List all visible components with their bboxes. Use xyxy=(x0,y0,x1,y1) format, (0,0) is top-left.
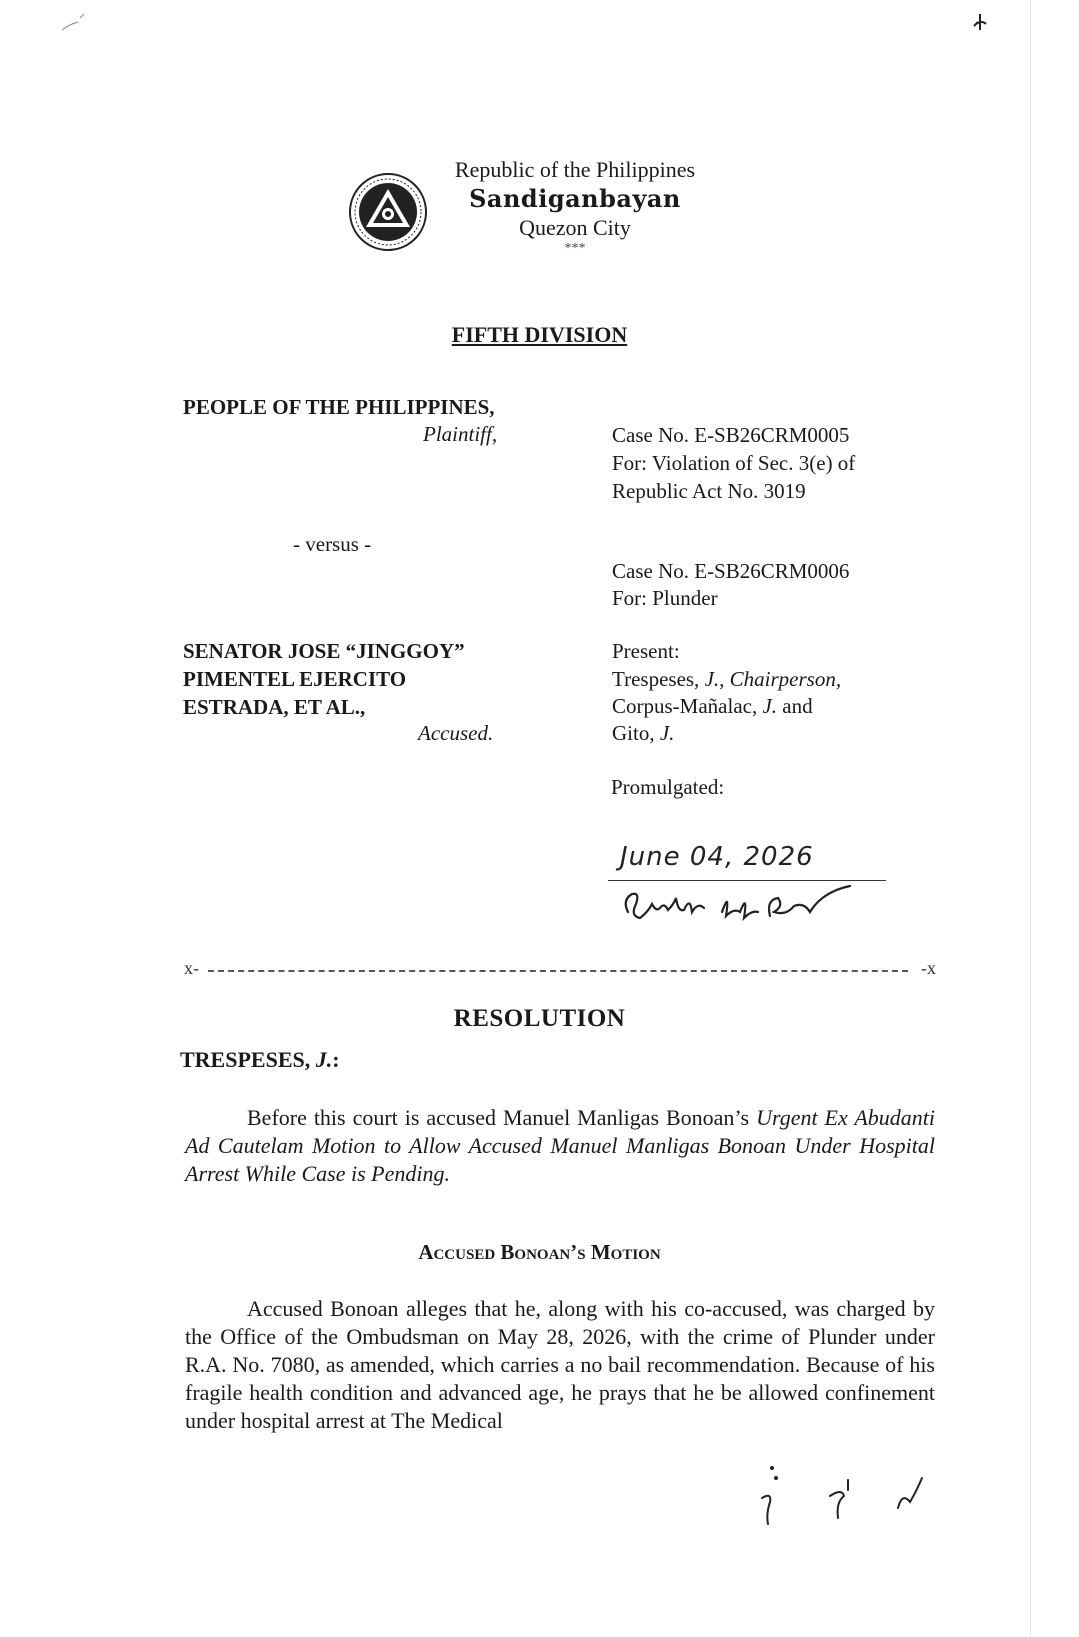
division-title: FIFTH DIVISION xyxy=(451,322,628,347)
page-edge-line xyxy=(1030,0,1031,1637)
bottom-initials xyxy=(752,1462,932,1532)
section-heading: Accused Bonoan’s Motion xyxy=(418,1240,661,1264)
ponente-colon: : xyxy=(332,1047,340,1072)
present-label: Present: xyxy=(612,639,680,663)
header-text-block xyxy=(430,156,720,256)
ponente-name: TRESPESES, xyxy=(180,1047,316,1072)
plaintiff-name: PEOPLE OF THE PHILIPPINES, xyxy=(183,395,495,419)
justice-title: J. xyxy=(704,667,720,691)
handwritten-signature xyxy=(618,882,868,928)
resolution-title: RESOLUTION xyxy=(453,1005,626,1032)
justice-name: Trespeses, xyxy=(612,667,705,691)
present-line1 xyxy=(612,665,841,693)
divider-left-x: x- xyxy=(184,958,199,978)
case2-number: Case No. E-SB26CRM0006 xyxy=(612,559,850,583)
justice-name: Gito, xyxy=(612,721,660,745)
divider-right-x: -x xyxy=(921,958,936,978)
motion-paragraph xyxy=(185,1295,935,1435)
signature-line xyxy=(608,880,886,881)
republic-line: Republic of the Philippines xyxy=(454,157,696,182)
accused-role: Accused. xyxy=(418,721,494,745)
dashed-line xyxy=(208,970,908,972)
court-seal-icon xyxy=(348,172,428,252)
justice-name: Corpus-Mañalac, xyxy=(612,694,763,718)
court-header xyxy=(340,150,760,260)
handwritten-date: June 04, 2026 xyxy=(620,842,814,872)
case1-for-line2: Republic Act No. 3019 xyxy=(612,479,806,503)
ponente-j: J. xyxy=(315,1047,333,1072)
accused-name-line1: SENATOR JOSE “JINGGOY” xyxy=(183,639,465,663)
case1-for-line1: For: Violation of Sec. 3(e) of xyxy=(612,451,856,475)
initial-mark xyxy=(968,10,992,34)
section-heading-wrap xyxy=(0,1240,1079,1265)
intro-text: Before this court is accused Manuel Manligas Bonoan’s xyxy=(247,1105,757,1130)
promulgated-label: Promulgated: xyxy=(611,775,725,799)
caption-divider xyxy=(184,958,936,982)
city-line: Quezon City xyxy=(519,215,631,240)
accused-name-line3: ESTRADA, ET AL., xyxy=(183,695,366,719)
case1-number: Case No. E-SB26CRM0005 xyxy=(612,423,850,447)
chairperson-role: , Chairperson, xyxy=(719,667,842,691)
ponente-line xyxy=(180,1047,340,1073)
accused-name-line2: PIMENTEL EJERCITO xyxy=(183,667,407,691)
header-stars: *** xyxy=(564,241,586,256)
and-text: and xyxy=(777,694,813,718)
justice-title: J. xyxy=(659,721,675,745)
motion-text: Accused Bonoan alleges that he, along with his co-accused, was charged by the Office of the Ombudsman on May 28, 2026, with the crime of Plunder under R.A. No. 7080, as amended, which carries a no bail recommendation. Because of his fragile health condition and advanced age, he prays that he be allowed confinement under hospital arrest at The Medical xyxy=(185,1296,935,1433)
motion-title-italic: Urgent Ex Abudanti Ad Cautelam Motion to Allow Accused Manuel Manligas Bonoan Under Hospital Arrest While Case is Pending. xyxy=(185,1105,935,1186)
intro-paragraph xyxy=(185,1104,935,1188)
court-name: Sandiganbayan xyxy=(469,184,681,213)
plaintiff-role: Plaintiff, xyxy=(423,422,498,446)
present-line2 xyxy=(612,692,813,720)
corner-pen-mark xyxy=(60,10,90,34)
case2-for: For: Plunder xyxy=(612,586,718,610)
justice-title: J. xyxy=(762,694,778,718)
versus-text: - versus - xyxy=(293,532,372,556)
present-line3 xyxy=(612,719,674,747)
